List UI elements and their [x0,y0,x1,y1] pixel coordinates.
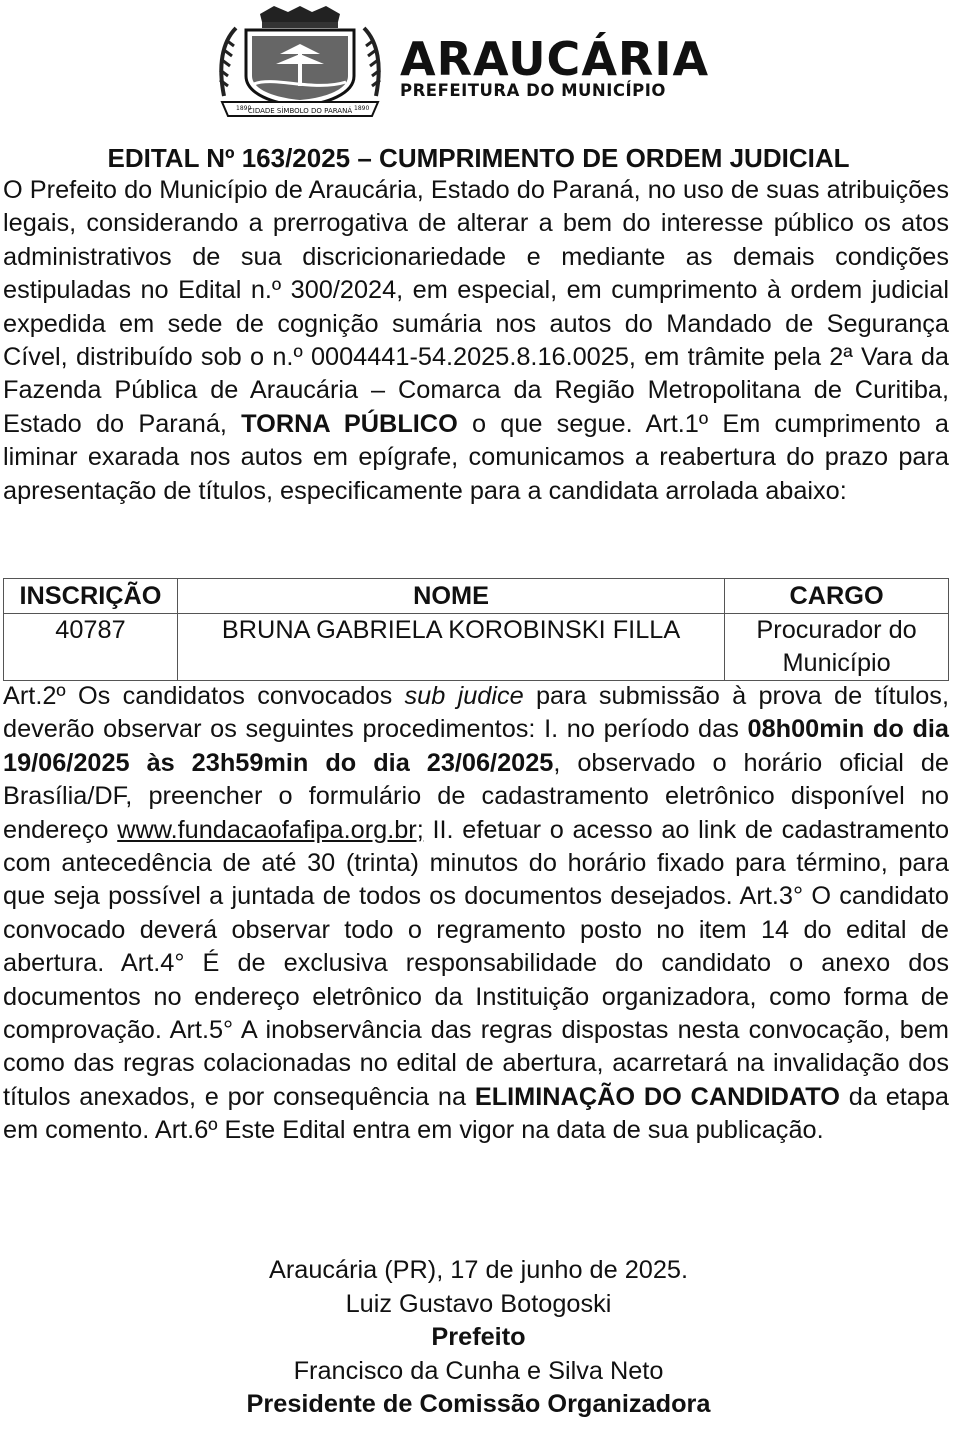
art2-text-d: II. efetuar o acesso ao link de cadastramento com antecedência de até 30 (trinta) minutos do horário fixado para término, para que seja possível a juntada de todos os documentos desejados. Art.3° O candidato convocado deverá observar todo o regramento posto no item 14 do edital de abertura. Art.4° É de exclusiva responsabilidade do candidato o anexo dos documentos no endereço eletrônico da Instituição organizadora, como forma de comprovação. Art.5° A inobservância das regras dispostas nesta convocação, bem como das regras colacionadas no edital de abertura, acarretará na invalidação dos títulos anexados, e por consequência na [3,815,950,1111]
candidate-table [3,578,949,681]
art2-text-e: da etapa em comento. Art.6º Este Edital entra em vigor na data de sua publicação. [3,1082,949,1145]
elimination-bold: ELIMINAÇÃO DO CANDIDATO [474,1082,840,1111]
crest-year-left: 1890 [236,105,252,112]
fafipa-link[interactable]: www.fundacaofafipa.org.br; [117,815,424,844]
art2-text-c: , observado o horário oficial de Brasília/DF, preencher o formulário de cadastramento eletrônico disponível no endereço [3,748,949,844]
intro-text-part2: o que segue. Art.1º Em cumprimento a liminar exarada nos autos em epígrafe, comunicamos a reabertura do prazo para apresentação de títulos, especificamente para a candidata arrolada abaixo: [3,409,949,505]
brand-subtitle: PREFEITURA DO MUNICÍPIO [400,81,666,100]
header-nome: NOME [177,579,724,614]
signer-role-mayor: Prefeito [431,1323,526,1351]
articles-paragraph [3,680,949,1148]
crest-year-right: 1890 [354,105,370,112]
signer-name-mayor: Luiz Gustavo Botogoski [345,1290,612,1318]
signature-date: Araucária (PR), 17 de junho de 2025. [268,1256,689,1284]
art2-period: 08h00min do dia 19/06/2025 às 23h59min do dia 23/06/2025 [3,715,949,777]
art2-italic: sub judice [404,682,524,710]
table-header-row [4,579,949,614]
header-cargo: CARGO [725,579,949,614]
art2-text-b: para submissão à prova de títulos, deverão observar os seguintes procedimentos: I. no período das [3,682,949,744]
intro-text-part1: O Prefeito do Município de Araucária, Estado do Paraná, no uso de suas atribuições legais, considerando a prerrogativa de alterar a bem do interesse público os atos administrativos de sua discricionariedade e mediante as demais condições estipuladas no Edital n.º 300/2024, em especial, em cumprimento à ordem judicial expedida em sede de cognição sumária nos autos do Mandado de Segurança Cível, distribuído sob o n.º 0004441-54.2025.8.16.0025, em trâmite pela 2ª Vara da Fazenda Pública de Araucária – Comarca da Região Metropolitana de Curitiba, Estado do Paraná, [3,176,949,438]
coat-of-arms-logo [214,6,386,120]
edital-title: EDITAL Nº 163/2025 – CUMPRIMENTO DE ORDEM JUDICIAL [107,143,850,173]
header-inscricao: INSCRIÇÃO [4,579,178,614]
crest-ribbon-text: CIDADE SÍMBOLO DO PARANÁ [247,107,353,115]
cell-nome: BRUNA GABRIELA KOROBINSKI FILLA [177,614,724,681]
art2-text-a: Art.2º Os candidatos convocados [3,682,405,710]
brand-block [400,32,710,100]
cell-inscricao: 40787 [4,614,178,681]
page-header [0,0,957,140]
brand-name: ARAUCÁRIA [400,32,710,86]
signer-role-president: Presidente de Comissão Organizadora [246,1390,711,1418]
intro-bold: TORNA PÚBLICO [241,409,458,438]
signer-name-president: Francisco da Cunha e Silva Neto [293,1357,664,1385]
intro-paragraph [3,174,949,508]
cell-cargo: Procurador do Município [725,614,949,681]
table-row [4,614,949,681]
